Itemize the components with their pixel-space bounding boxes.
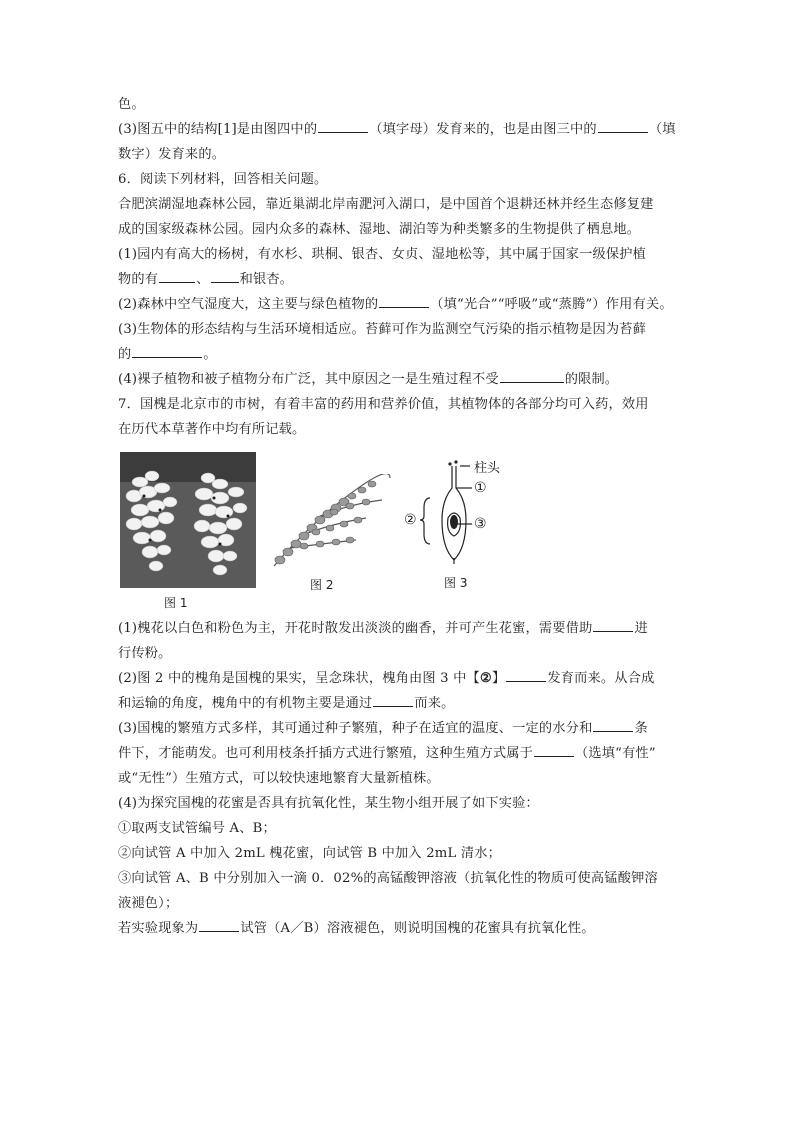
question-6-1 (118, 267, 680, 292)
text: (3)生物体的形态结构与生活环境相适应。苔藓可作为监测空气污染的指示植物是因为苔藓 (118, 322, 647, 337)
answer-blank[interactable] (593, 617, 633, 632)
text: (1)槐花以白色和粉色为主，开花时散发出淡淡的幽香，并可产生花蜜，需要借助 (118, 621, 593, 636)
question-3 (118, 117, 680, 142)
text-line (118, 417, 680, 442)
text: 。 (203, 347, 217, 362)
text-line (118, 741, 680, 766)
answer-blank[interactable] (506, 667, 546, 682)
text: 在历代本草著作中均有所记载。 (118, 422, 306, 437)
text: 试管（A／B）溶液褪色，则说明国槐的花蜜具有抗氧化性。 (240, 921, 595, 936)
question-7-title (118, 392, 680, 417)
question-7-1 (118, 616, 680, 641)
answer-blank[interactable] (373, 692, 413, 707)
text: 液褪色）； (118, 896, 179, 911)
text: 若实验现象为 (118, 921, 199, 936)
answer-blank[interactable] (500, 368, 564, 383)
text: 合肥滨湖湿地森林公园，靠近巢湖北岸南淝河入湖口，是中国首个退耕还林并经生态修复建 (118, 197, 654, 212)
answer-blank[interactable] (598, 118, 648, 133)
answer-blank[interactable] (593, 717, 633, 732)
material-line (118, 217, 680, 242)
document-page (118, 92, 680, 941)
answer-blank[interactable] (379, 293, 429, 308)
figure-1-image (120, 452, 256, 588)
text: 和运输的角度，槐角中的有机物主要是通过 (118, 696, 373, 711)
text-line (118, 92, 680, 117)
text: (2)图 2 中的槐角是国槐的果实，呈念珠状，槐角由图 3 中【 (118, 671, 480, 686)
text: ①取两支试管编号 A、B； (118, 821, 276, 836)
text: 的 (118, 347, 132, 362)
text: (3)国槐的繁殖方式多样，其可通过种子繁殖，种子在适宜的温度、一定的水分和 (118, 721, 593, 736)
text: 行传粉。 (118, 646, 172, 661)
text: 成的国家级森林公园。园内众多的森林、湿地、湖泊等为种类繁多的生物提供了栖息地。 (118, 222, 641, 237)
text: 7．国槐是北京市的市树，有着丰富的药用和营养价值，其植物体的各部分均可入药，效用 (118, 397, 649, 412)
text: (3)图五中的结构[1]是由图四中的 (118, 122, 318, 137)
answer-blank[interactable] (318, 118, 368, 133)
text: (2)森林中空气湿度大，这主要与绿色植物的 (118, 297, 379, 312)
text-line (118, 766, 680, 791)
question-7-4 (118, 791, 680, 816)
figure-3-label-1: ① (474, 480, 487, 496)
answer-blank[interactable] (159, 268, 195, 283)
text: 进 (634, 621, 648, 636)
text-line (118, 641, 680, 666)
experiment-step-1 (118, 816, 680, 841)
question-6-3 (118, 342, 680, 367)
text: （填“光合”“呼吸”或“蒸腾”）作用有关。 (430, 297, 673, 312)
question-7-3 (118, 716, 680, 741)
text: （填字母）发育来的，也是由图三中的 (369, 122, 597, 137)
text-line (118, 891, 680, 916)
figure-3-label-3: ③ (474, 516, 487, 532)
text: 6．阅读下列材料，回答相关问题。 (118, 172, 328, 187)
text-line (118, 142, 680, 167)
text: （填 (648, 122, 676, 137)
question-6-2 (118, 292, 680, 317)
question-6-title (118, 167, 680, 192)
figure-2-image (270, 474, 394, 570)
text: 的限制。 (564, 372, 619, 387)
text: 色。 (118, 97, 145, 112)
text: 或“无性”）生殖方式，可以较快速地繁育大量新植株。 (118, 771, 440, 786)
text-line (118, 317, 680, 342)
text: 】 (491, 671, 506, 686)
figure-1-caption: 图 1 (164, 596, 188, 610)
text: 件下，才能萌发。也可利用枝条扦插方式进行繁殖，这种生殖方式属于 (118, 746, 534, 761)
material-line (118, 192, 680, 217)
answer-blank[interactable] (199, 917, 239, 932)
experiment-step-3 (118, 866, 680, 891)
figure-2-caption: 图 2 (310, 578, 334, 592)
question-7-2 (118, 666, 680, 691)
text-line (118, 242, 680, 267)
question-6-4 (118, 367, 680, 392)
experiment-step-2 (118, 841, 680, 866)
text: 、 (196, 272, 210, 287)
text: 和银杏。 (239, 272, 294, 287)
text: 数字）发育来的。 (118, 147, 226, 162)
figure-3-caption: 图 3 (444, 576, 468, 590)
figure-row (118, 450, 680, 610)
text: (4)裸子植物和被子植物分布广泛，其中原因之一是生殖过程不受 (118, 372, 499, 387)
answer-blank[interactable] (534, 742, 574, 757)
figure-3-label-2: ② (404, 512, 417, 528)
answer-blank[interactable] (211, 268, 239, 283)
experiment-result (118, 916, 680, 941)
text: 物的有 (118, 272, 159, 287)
stigma-label: 柱头 (474, 461, 501, 476)
answer-blank[interactable] (132, 343, 202, 358)
text: 条 (634, 721, 648, 736)
text: ②向试管 A 中加入 2mL 槐花蜜，向试管 B 中加入 2mL 清水； (118, 846, 502, 861)
text: （选填“有性” (575, 746, 656, 761)
text: (1)园内有高大的杨树，有水杉、珙桐、银杏、女贞、湿地松等，其中属于国家一级保护植 (118, 247, 647, 262)
text: (4)为探究国槐的花蜜是否具有抗氧化性，某生物小组开展了如下实验： (118, 796, 539, 811)
text: ③向试管 A、B 中分别加入一滴 0．02%的高锰酸钾溶液（抗氧化性的物质可使高锰酸钾溶 (118, 871, 658, 886)
text: 而来。 (414, 696, 455, 711)
circled-number: ② (479, 671, 492, 686)
text-line (118, 691, 680, 716)
text: 发育而来。从合成 (547, 671, 655, 686)
